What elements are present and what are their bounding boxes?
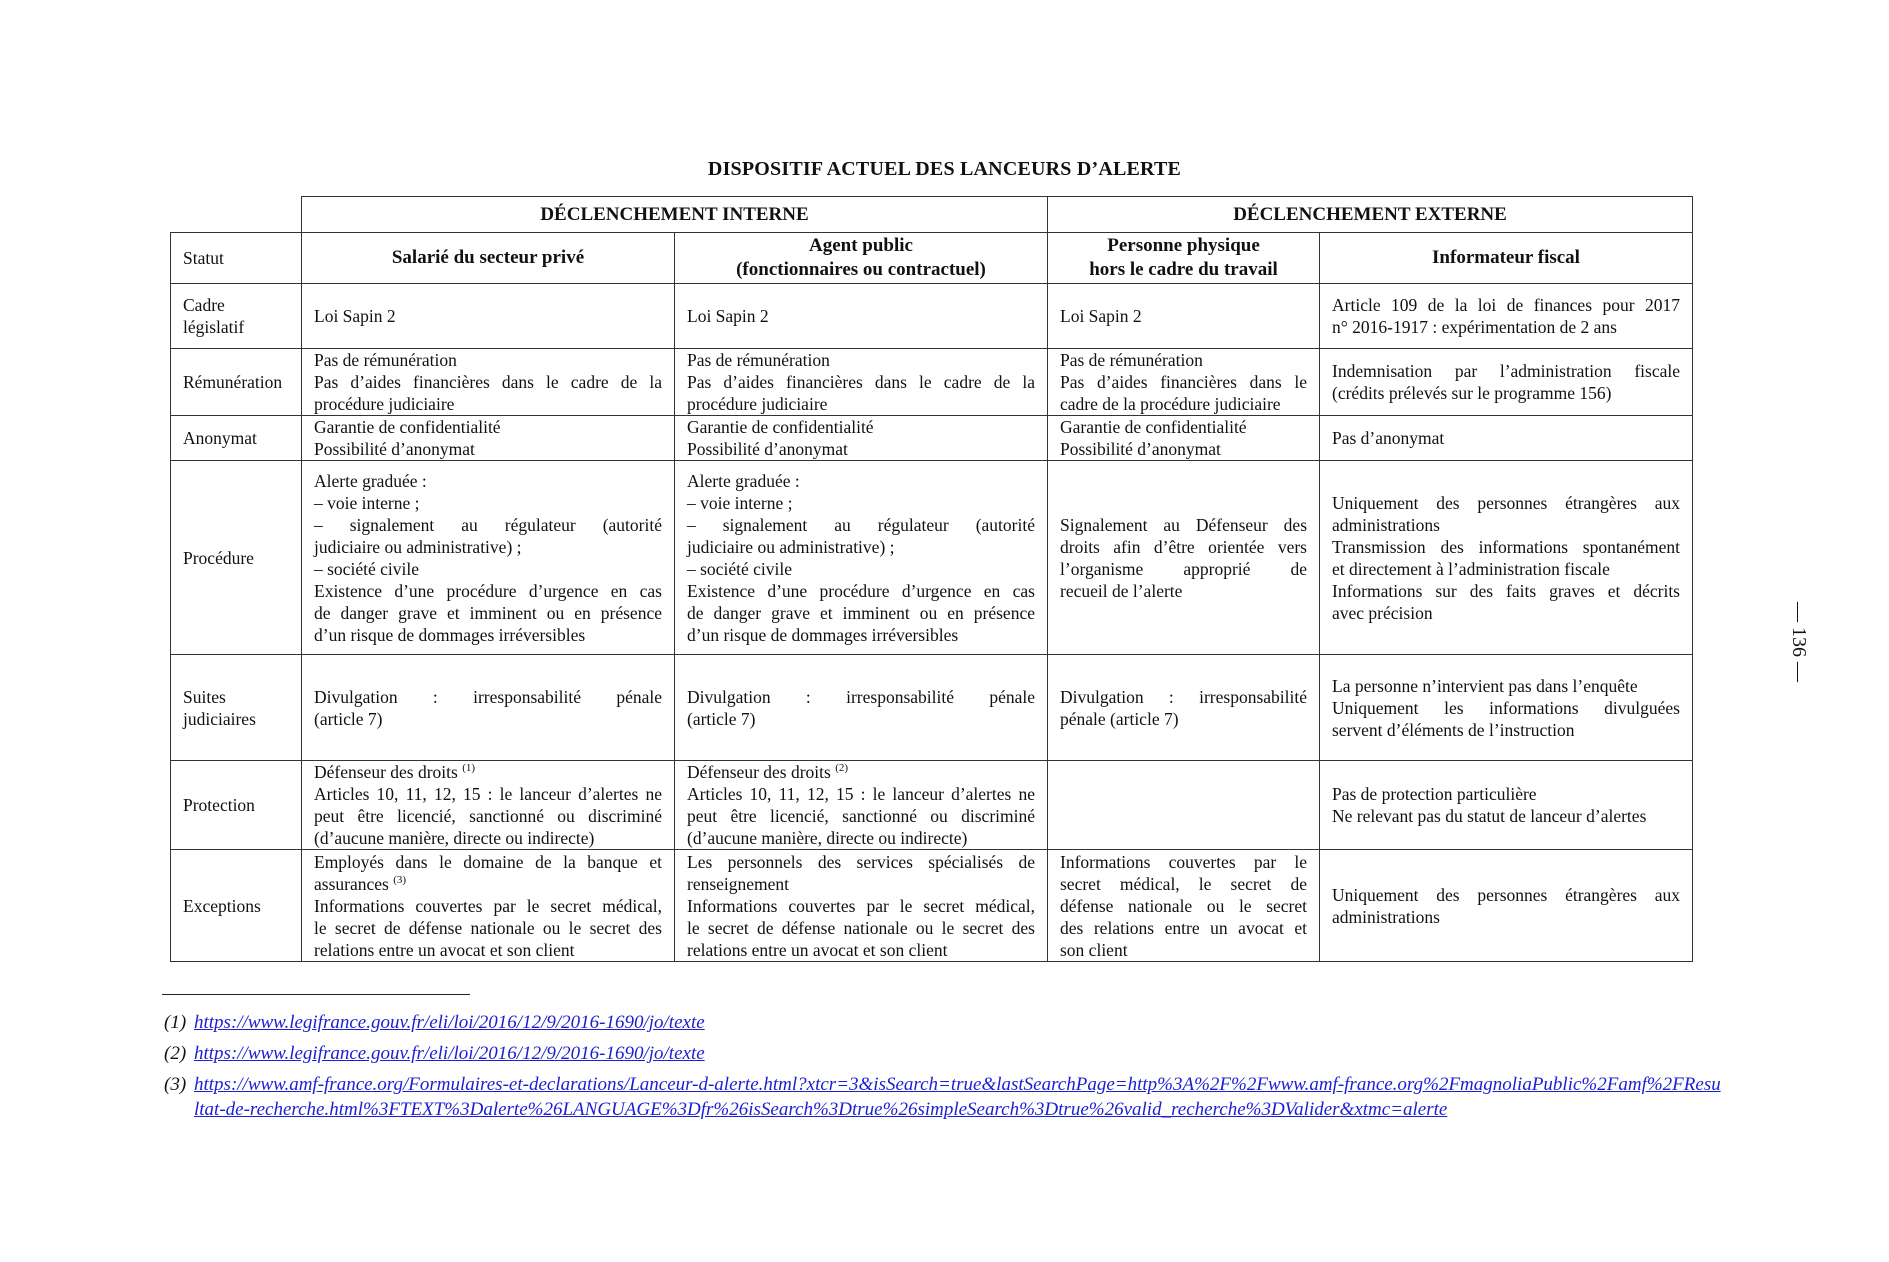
cell-line: Articles 10, 11, 12, 15 : le lanceur d’alertes ne [687, 784, 1035, 804]
cell-line: Alerte graduée : [314, 470, 427, 491]
cell-informateur [1320, 655, 1693, 761]
cell-line: (article 7) [687, 708, 756, 729]
cell-line: Existence d’une procédure d’urgence en cas [314, 580, 662, 601]
cell-line: Article 109 de la loi de finances pour 2017 [1332, 295, 1680, 315]
cell-salarie: Loi Sapin 2 [302, 284, 675, 349]
cell-line: servent d’éléments de l’instruction [1332, 719, 1575, 740]
cell-line: Informations couvertes par le [1060, 851, 1307, 872]
footnote-link[interactable]: https://www.legifrance.gouv.fr/eli/loi/2016/12/9/2016-1690/jo/texte [194, 1012, 705, 1033]
cell-line: pénale (article 7) [1060, 708, 1179, 729]
cell-line: Alerte graduée : [687, 470, 800, 491]
cell-text: Défenseur des droits [314, 762, 458, 782]
cell-line: n° 2016-1917 : expérimentation de 2 ans [1332, 317, 1617, 337]
cell-line: renseignement [687, 873, 790, 894]
cell-informateur [1320, 461, 1693, 655]
cell-line: Uniquement des personnes étrangères aux [1332, 492, 1680, 513]
cell-line: Divulgation : irresponsabilité [1060, 686, 1307, 707]
cell-line: recueil de l’alerte [1060, 580, 1183, 601]
cell-line: (d’aucune manière, directe ou indirecte) [687, 828, 968, 848]
cell-agent [675, 461, 1048, 655]
cell-line: Informations couvertes par le secret médical, [687, 895, 1035, 916]
cell-line: droits afin d’être orientée vers [1060, 536, 1307, 557]
cell-line: d’un risque de dommages irréversibles [687, 624, 959, 645]
cell-salarie [302, 416, 675, 461]
cell-line: La personne n’intervient pas dans l’enquête [1332, 675, 1638, 696]
cell-agent [675, 655, 1048, 761]
row-protection [171, 761, 1693, 850]
cell-line: Transmission des informations spontanément [1332, 536, 1680, 557]
cell-line: Pas de rémunération [687, 350, 830, 370]
cell-line: Ne relevant pas du statut de lanceur d’alertes [1332, 806, 1647, 826]
cell-line: Indemnisation par l’administration fiscale [1332, 361, 1680, 381]
row-anonymat [171, 416, 1693, 461]
row-label-line: législatif [183, 317, 245, 337]
cell-line: et directement à l’administration fiscale [1332, 558, 1610, 579]
cell-salarie [302, 850, 675, 962]
group-internal: DÉCLENCHEMENT INTERNE [302, 197, 1048, 233]
row-label: Rémunération [171, 349, 302, 416]
row-label-line: Cadre [183, 295, 225, 315]
footnote-ref-3[interactable]: (3) [393, 873, 407, 886]
footnote-separator [162, 994, 470, 995]
cell-line: – société civile [314, 558, 419, 579]
cell-line: Garantie de confidentialité [687, 417, 874, 437]
cell-line: Garantie de confidentialité [314, 417, 501, 437]
cell-salarie [302, 461, 675, 655]
footnote-link[interactable]: https://www.amf-france.org/Formulaires-et-declarations/Lanceur-d-alerte.html?xtcr=3&isSearch=true&lastSearchPage=http%3A%2F%2Fwww.amf-france.org%2FmagnoliaPublic%2Famf%2FResultat-de-recherche.html%3FTEXT%3Dalerte%26LANGUAGE%3Dfr%26isSearch%3Dtrue%26simpleSearch%3Dtrue%26valid_recherche%3DValider&xtmc=alerte [194, 1074, 1721, 1120]
cell-informateur [1320, 761, 1693, 850]
cell-salarie [302, 349, 675, 416]
cell-personne [1048, 349, 1320, 416]
cell-text: Défenseur des droits [687, 762, 831, 782]
row-procedure [171, 461, 1693, 655]
cell-personne [1048, 416, 1320, 461]
cell-salarie [302, 761, 675, 850]
cell-line: Informations sur des faits graves et décrits [1332, 580, 1680, 601]
cell-line: Uniquement des personnes étrangères aux [1332, 884, 1680, 905]
footnote-number: (2) [164, 1043, 187, 1064]
cell-line: Informations couvertes par le secret médical, [314, 895, 662, 916]
footnote-number: (3) [164, 1074, 187, 1095]
cell-line: judiciaire ou administrative) ; [314, 536, 522, 557]
cell-line: relations entre un avocat et son client [314, 939, 575, 960]
cell-line: Possibilité d’anonymat [314, 439, 475, 459]
group-header-row [171, 197, 1693, 233]
cell-line: d’un risque de dommages irréversibles [314, 624, 586, 645]
cell-line [314, 873, 662, 895]
header-informateur-fiscal: Informateur fiscal [1320, 233, 1693, 284]
cell-line: Possibilité d’anonymat [687, 439, 848, 459]
cell-personne [1048, 461, 1320, 655]
row-label [171, 655, 302, 761]
cell-agent [675, 761, 1048, 850]
row-label-line: Suites [183, 686, 226, 707]
cell-agent [675, 850, 1048, 962]
footnote-link[interactable]: https://www.legifrance.gouv.fr/eli/loi/2016/12/9/2016-1690/jo/texte [194, 1043, 705, 1064]
cell-line: des relations entre un avocat et [1060, 917, 1307, 938]
cell-personne-empty [1048, 761, 1320, 850]
cell-line: l’organisme approprié de [1060, 558, 1307, 579]
column-header-row [171, 233, 1693, 284]
whistleblower-table [170, 196, 1693, 962]
cell-line: Pas d’aides financières dans le cadre de la [687, 372, 1035, 392]
cell-line: le secret de défense nationale ou le secret des [314, 917, 662, 938]
cell-line: – société civile [687, 558, 792, 579]
cell-line: Existence d’une procédure d’urgence en cas [687, 580, 1035, 601]
cell-line: Employés dans le domaine de la banque et [314, 851, 662, 872]
cell-salarie [302, 655, 675, 761]
cell-line: Uniquement les informations divulguées [1332, 697, 1680, 718]
header-salarie: Salarié du secteur privé [302, 233, 675, 284]
cell-line: – signalement au régulateur (autorité [314, 514, 662, 535]
row-suites-judiciaires [171, 655, 1693, 761]
cell-line: de danger grave et imminent ou en présence [314, 602, 662, 623]
cell-line: son client [1060, 939, 1128, 960]
cell-line: (crédits prélevés sur le programme 156) [1332, 383, 1612, 403]
cell-line: Pas d’aides financières dans le cadre de la [314, 372, 662, 392]
cell-line: secret médical, le secret de [1060, 873, 1307, 894]
cell-line: relations entre un avocat et son client [687, 939, 948, 960]
cell-line: peut être licencié, sanctionné ou discriminé [314, 806, 662, 826]
footnote-2 [164, 1041, 1724, 1066]
cell-text: assurances [314, 873, 389, 894]
row-label [171, 284, 302, 349]
row-exceptions [171, 850, 1693, 962]
cell-informateur [1320, 850, 1693, 962]
cell-line: peut être licencié, sanctionné ou discriminé [687, 806, 1035, 826]
row-label: Protection [171, 761, 302, 850]
group-external: DÉCLENCHEMENT EXTERNE [1048, 197, 1693, 233]
cell-line: – signalement au régulateur (autorité [687, 514, 1035, 535]
document-title: DISPOSITIF ACTUEL DES LANCEURS D’ALERTE [707, 158, 1182, 180]
cell-line: Signalement au Défenseur des [1060, 514, 1307, 535]
header-personne-line1: Personne physique [1107, 235, 1260, 256]
row-cadre-legislatif [171, 284, 1693, 349]
row-label: Anonymat [171, 416, 302, 461]
row-remuneration [171, 349, 1693, 416]
footnote-ref-1[interactable]: (1) [462, 762, 476, 775]
cell-agent: Loi Sapin 2 [675, 284, 1048, 349]
cell-agent [675, 349, 1048, 416]
footnotes [164, 1010, 1724, 1128]
cell-line: de danger grave et imminent ou en présence [687, 602, 1035, 623]
cell-line: (d’aucune manière, directe ou indirecte) [314, 828, 595, 848]
row-label-line: judiciaires [183, 708, 256, 729]
cell-line: Pas de rémunération [1060, 350, 1203, 370]
header-personne-physique [1048, 233, 1320, 284]
page-number: — 136 — [1788, 602, 1810, 682]
cell-line: Pas d’aides financières dans le [1060, 372, 1307, 392]
cell-line: le secret de défense nationale ou le secret des [687, 917, 1035, 938]
cell-informateur [1320, 349, 1693, 416]
cell-line [687, 761, 1035, 783]
cell-agent [675, 416, 1048, 461]
cell-line: (article 7) [314, 708, 383, 729]
cell-informateur: Pas d’anonymat [1320, 416, 1693, 461]
header-agent-public [675, 233, 1048, 284]
footnote-1 [164, 1010, 1724, 1035]
footnote-number: (1) [164, 1012, 187, 1033]
cell-line: avec précision [1332, 602, 1433, 623]
blank-corner [171, 197, 302, 233]
cell-line: procédure judiciaire [314, 394, 455, 414]
cell-line: Divulgation : irresponsabilité pénale [687, 686, 1035, 707]
cell-line: administrations [1332, 906, 1440, 927]
cell-line: Possibilité d’anonymat [1060, 439, 1221, 459]
cell-line: – voie interne ; [687, 492, 793, 513]
row-label: Exceptions [171, 850, 302, 962]
cell-line: Articles 10, 11, 12, 15 : le lanceur d’alertes ne [314, 784, 662, 804]
row-label: Procédure [171, 461, 302, 655]
cell-line: procédure judiciaire [687, 394, 828, 414]
cell-line: Pas de rémunération [314, 350, 457, 370]
cell-line: Garantie de confidentialité [1060, 417, 1247, 437]
cell-line: Pas de protection particulière [1332, 784, 1537, 804]
cell-line: Les personnels des services spécialisés de [687, 851, 1035, 872]
header-personne-line2: hors le cadre du travail [1089, 259, 1278, 280]
footnote-ref-2[interactable]: (2) [835, 762, 849, 775]
cell-line: – voie interne ; [314, 492, 420, 513]
cell-line: judiciaire ou administrative) ; [687, 536, 895, 557]
header-statut: Statut [171, 233, 302, 284]
cell-line [314, 761, 662, 783]
cell-line: administrations [1332, 514, 1440, 535]
cell-personne [1048, 655, 1320, 761]
cell-personne: Loi Sapin 2 [1048, 284, 1320, 349]
cell-personne [1048, 850, 1320, 962]
cell-line: cadre de la procédure judiciaire [1060, 394, 1281, 414]
header-agent-line1: Agent public [809, 235, 913, 256]
cell-line: Divulgation : irresponsabilité pénale [314, 686, 662, 707]
cell-line: défense nationale ou le secret [1060, 895, 1307, 916]
header-agent-line2: (fonctionnaires ou contractuel) [736, 259, 986, 280]
cell-informateur [1320, 284, 1693, 349]
footnote-3 [164, 1072, 1724, 1122]
